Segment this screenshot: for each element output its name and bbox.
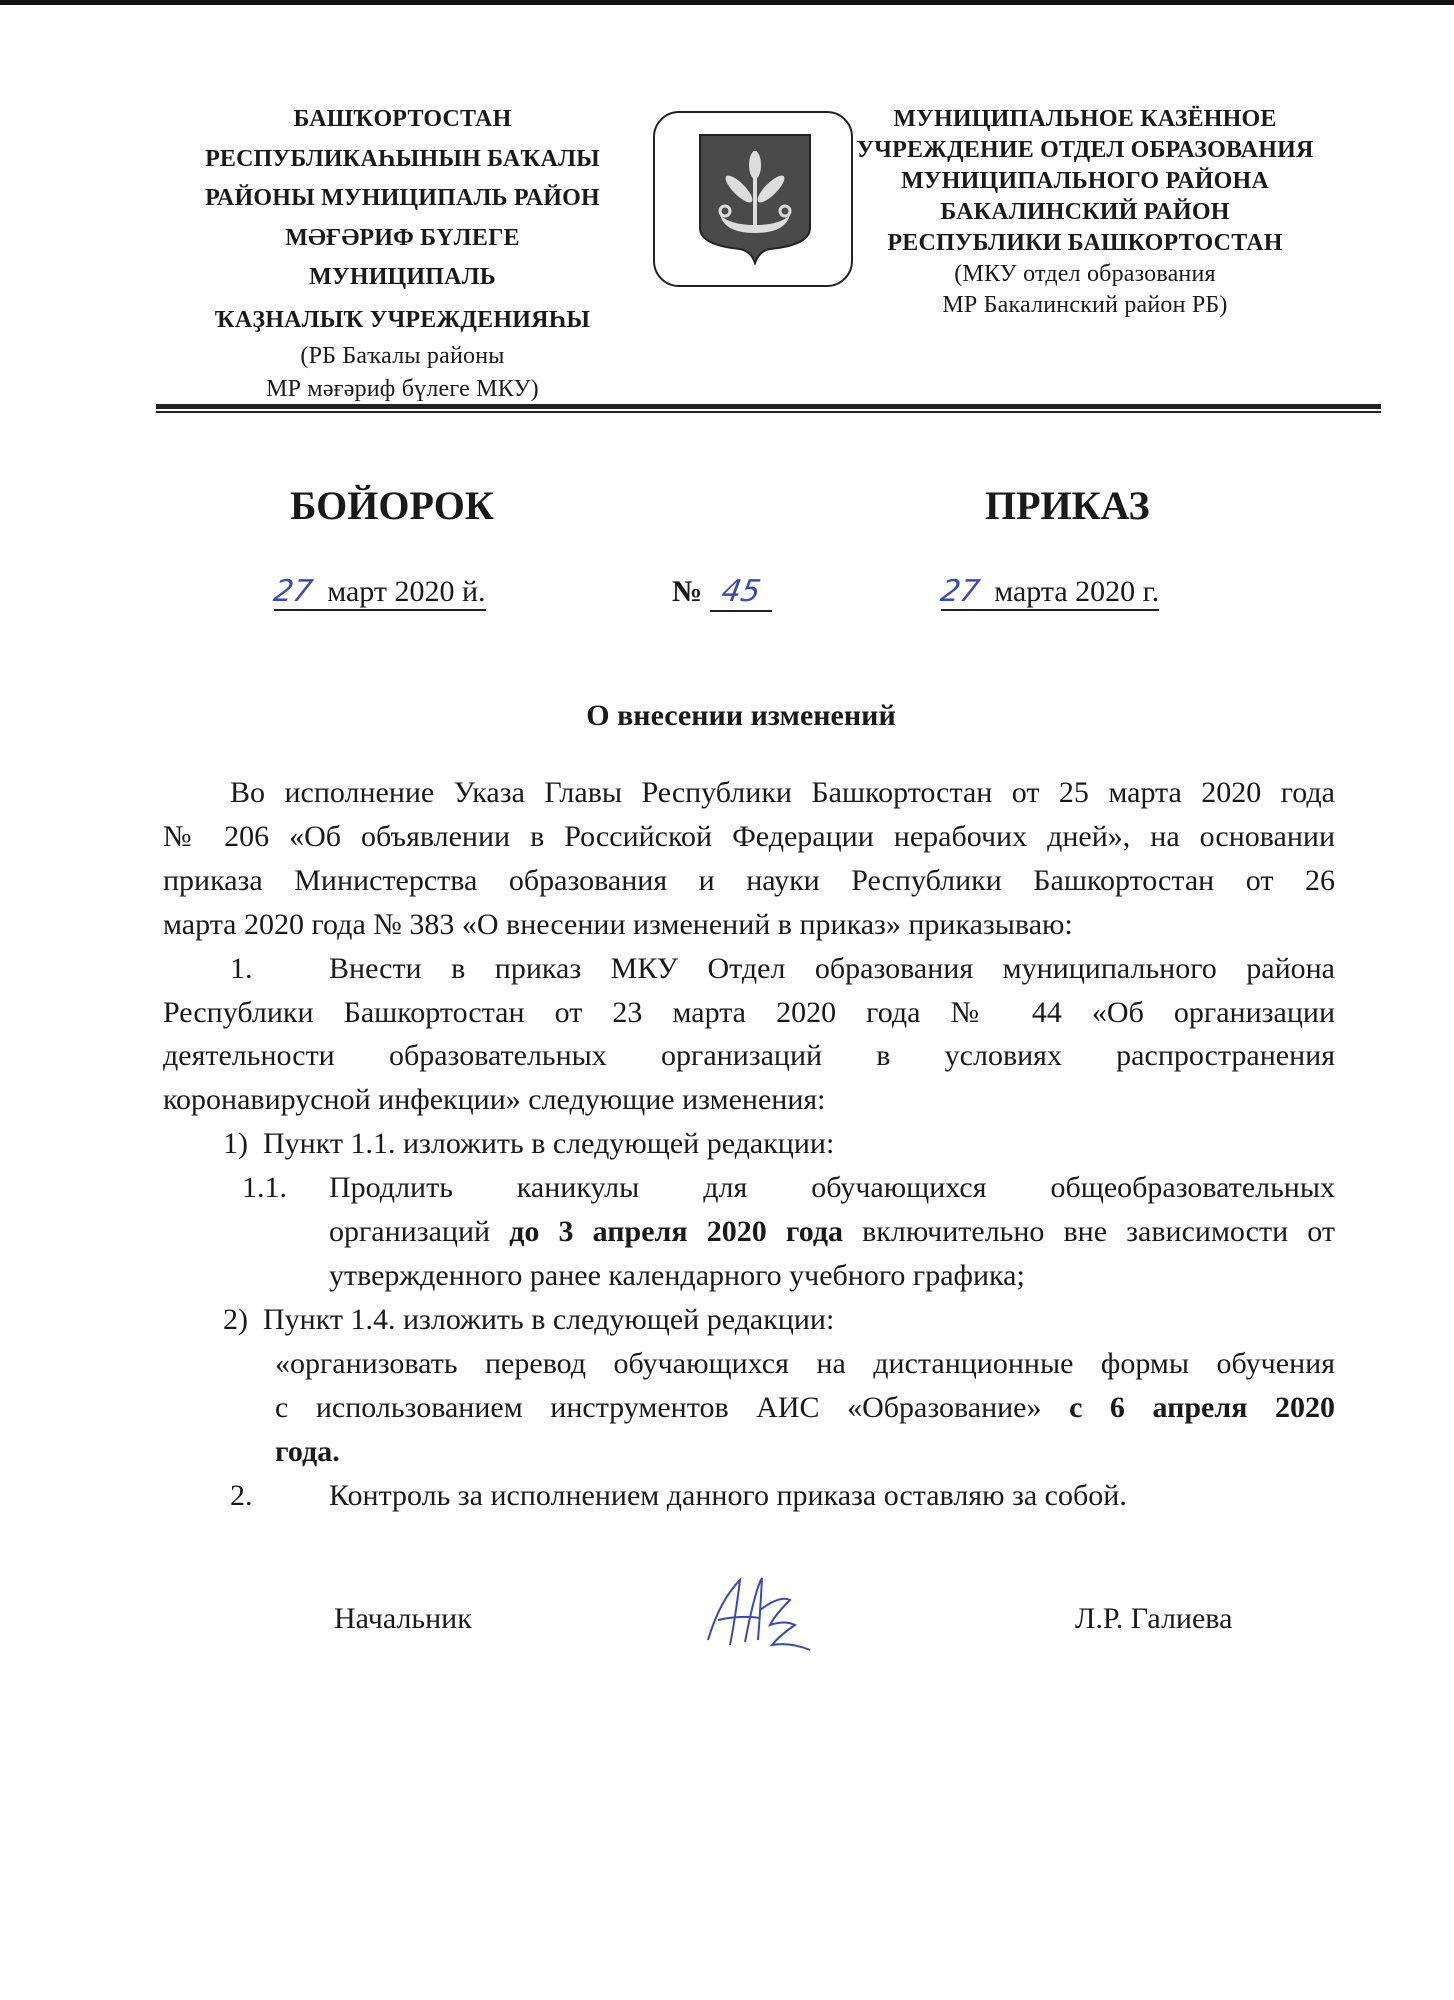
header-line: МУНИЦИПАЛЬНОГО РАЙОНА [901, 168, 1269, 194]
subitem-heading: 2) Пункт 1.4. изложить в следующей редакции: [223, 1303, 835, 1336]
header-line: РЕСПУБЛИКИ БАШКОРТОСТАН [887, 230, 1283, 256]
body-line: деятельности образовательных организаций в условиях распространения [163, 1039, 1335, 1072]
bold-deadline: до 3 апреля 2020 года [509, 1215, 844, 1248]
body-line: Во исполнение Указа Главы Республики Башкортостан от 25 марта 2020 года [230, 776, 1335, 809]
header-abbr: МР мәғәриф бүлеге МКУ) [266, 376, 539, 402]
subitem-heading: 1) Пункт 1.1. изложить в следующей редакции: [223, 1127, 835, 1160]
signatory-name: Л.Р. Галиева [1075, 1602, 1233, 1635]
signatory-position: Начальник [334, 1602, 472, 1635]
text-segment: организаций [329, 1215, 510, 1248]
item-number: 2. [230, 1479, 253, 1512]
header-abbr: (РБ Баҡалы районы [300, 343, 505, 369]
date-bashkir [270, 574, 486, 609]
handwritten-signature [700, 1570, 815, 1660]
header-divider [156, 404, 1381, 409]
body-line: Республики Башкортостан от 23 марта 2020 года № 44 «Об организации [163, 996, 1335, 1029]
body-line: Контроль за исполнением данного приказа оставляю за собой. [329, 1479, 1127, 1512]
text-segment: с использованием инструментов АИС «Образование» [275, 1391, 1070, 1424]
doc-type-bashkir: БОЙОРОК [290, 483, 494, 528]
date-text: марта 2020 г. [994, 575, 1160, 608]
item-number: 1. [230, 952, 253, 985]
handwritten-day: 27 [937, 574, 983, 609]
body-line: года. [275, 1435, 340, 1468]
header-bashkir [200, 100, 605, 406]
header-divider-thin [156, 411, 1381, 413]
doc-type-russian: ПРИКАЗ [985, 483, 1150, 528]
body-line: № 206 «Об объявлении в Российской Федерации нерабочих дней», на основании [163, 820, 1335, 853]
header-line: РЕСПУБЛИКАҺЫНЫН БАҠАЛЫ [205, 145, 600, 172]
header-abbr: (МКУ отдел образования [954, 261, 1216, 287]
body-line: коронавирусной инфекции» следующие изменения: [163, 1083, 826, 1116]
date-text: март 2020 й. [327, 575, 486, 608]
body-line: марта 2020 года № 383 «О внесении изменений в приказ» приказываю: [163, 908, 1073, 941]
header-line: ҠАҘНАЛЫҠ УЧРЕЖДЕНИЯҺЫ [214, 306, 591, 333]
body-line: Внести в приказ МКУ Отдел образования муниципального района [329, 952, 1335, 985]
coat-of-arms-emblem [653, 111, 853, 287]
number-sign: № [672, 575, 703, 608]
header-line: БАШҠОРТОСТАН [293, 106, 512, 132]
header-line: МӘҒӘРИФ БҮЛЕГЕ МУНИЦИПАЛЬ [285, 224, 520, 290]
header-line: БАКАЛИНСКИЙ РАЙОН [940, 199, 1230, 225]
date-russian [937, 574, 1160, 609]
body-line [329, 1210, 1335, 1254]
wheat-shield-icon [695, 133, 815, 265]
body-line: утвержденного ранее календарного учебного графика; [329, 1259, 1025, 1292]
header-line: УЧРЕЖДЕНИЕ ОТДЕЛ ОБРАЗОВАНИЯ [856, 137, 1314, 163]
document-title: О внесении изменений [586, 699, 896, 732]
bold-date: с 6 апреля 2020 [1069, 1391, 1335, 1424]
scan-edge [0, 0, 1454, 5]
text-segment: включительно вне зависимости от [843, 1215, 1335, 1248]
header-line: РАЙОНЫ МУНИЦИПАЛЬ РАЙОН [205, 185, 600, 211]
header-line: МУНИЦИПАЛЬНОЕ КАЗЁННОЕ [893, 106, 1277, 132]
header-abbr: МР Бакалинский район РБ) [942, 292, 1228, 318]
subitem-number: 1.1. [242, 1171, 287, 1204]
body-line [275, 1386, 1335, 1430]
handwritten-day: 27 [270, 574, 316, 609]
body-line: Продлить каникулы для обучающихся общеобразовательных [329, 1171, 1335, 1204]
handwritten-number: 45 [718, 574, 763, 609]
body-line: «организовать перевод обучающихся на дистанционные формы обучения [275, 1347, 1335, 1380]
order-number [672, 574, 772, 612]
header-russian [850, 104, 1320, 321]
body-line: приказа Министерства образования и науки Республики Башкортостан от 26 [163, 864, 1335, 897]
